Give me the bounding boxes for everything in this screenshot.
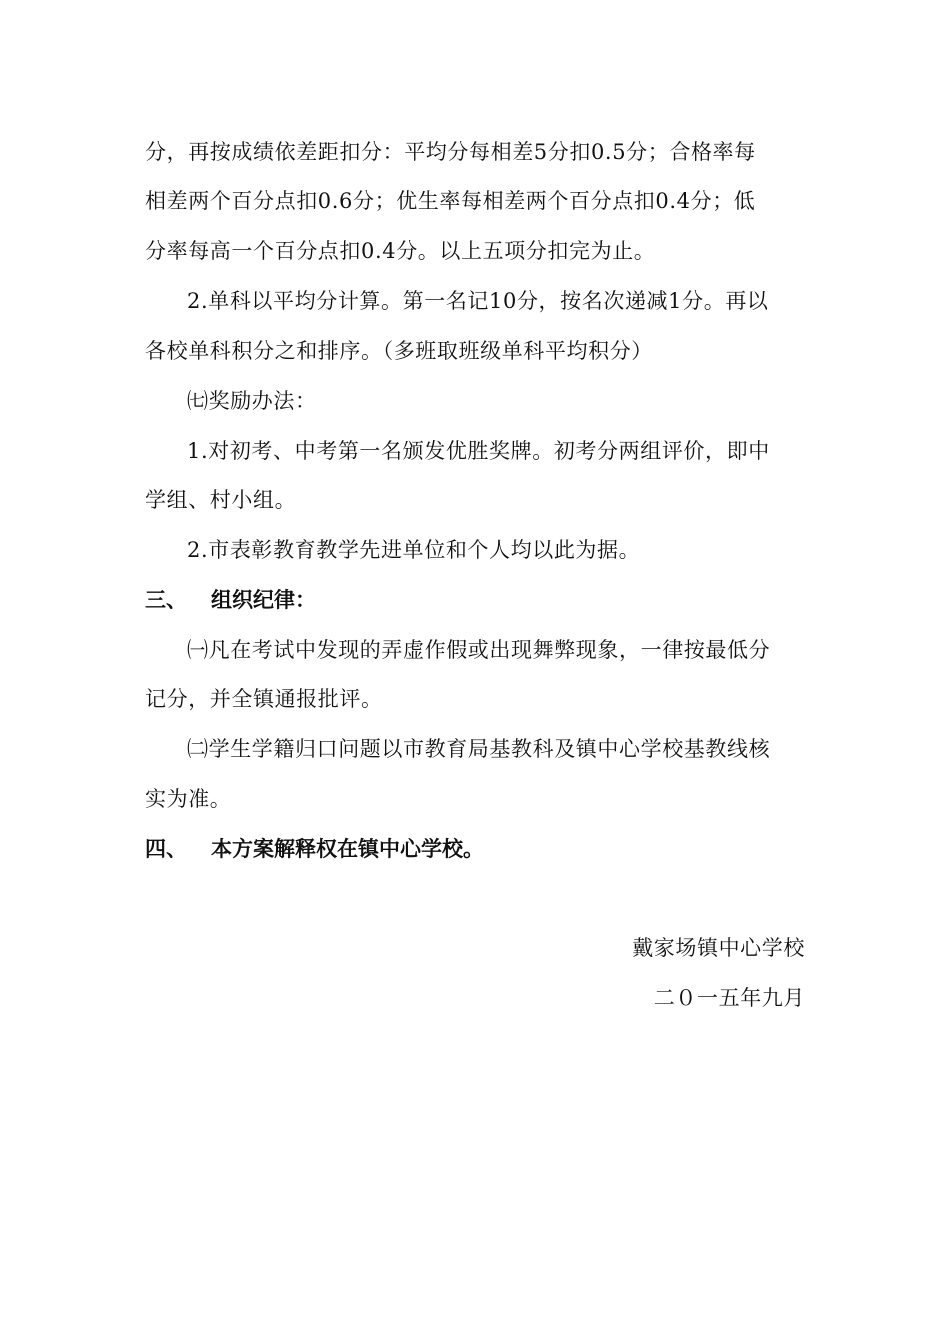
paragraph-line: 学组、村小组。 [145,488,297,512]
signature-organization: 戴家场镇中心学校 [632,936,805,960]
section-heading-3 [145,586,316,614]
paragraph-line: ㈠凡在考试中发现的弄虚作假或出现舞弊现象，一律按最低分 [187,638,771,662]
section-title: 本方案解释权在镇中心学校。 [211,837,484,861]
paragraph-line: 2.市表彰教育教学先进单位和个人均以此为据。 [187,538,641,562]
subsection-title: ㈦奖励办法： [187,389,317,413]
paragraph-line: 记分，并全镇通报批评。 [145,687,383,711]
signature-date: 二０一五年九月 [653,986,805,1010]
paragraph-line: 2.单科以平均分计算。第一名记10分，按名次递减1分。再以 [187,289,769,313]
section-title: 组织纪律： [211,588,316,612]
paragraph-line: ㈡学生学籍归口问题以市教育局基教科及镇中心学校基教线核 [187,737,771,761]
paragraph-line: 各校单科积分之和排序。（多班取班级单科平均积分） [145,339,653,363]
paragraph-line: 分率每高一个百分点扣0.4分。以上五项分扣完为止。 [145,239,656,263]
paragraph-line: 分，再按成绩依差距扣分：平均分每相差5分扣0.5分；合格率每 [145,140,756,164]
section-number: 三、 [145,588,187,612]
section-heading-4 [145,835,484,863]
section-number: 四、 [145,837,187,861]
paragraph-line: 1.对初考、中考第一名颁发优胜奖牌。初考分两组评价，即中 [187,439,770,463]
paragraph-line: 相差两个百分点扣0.6分；优生率每相差两个百分点扣0.4分；低 [145,189,756,213]
paragraph-line: 实为准。 [145,787,232,811]
